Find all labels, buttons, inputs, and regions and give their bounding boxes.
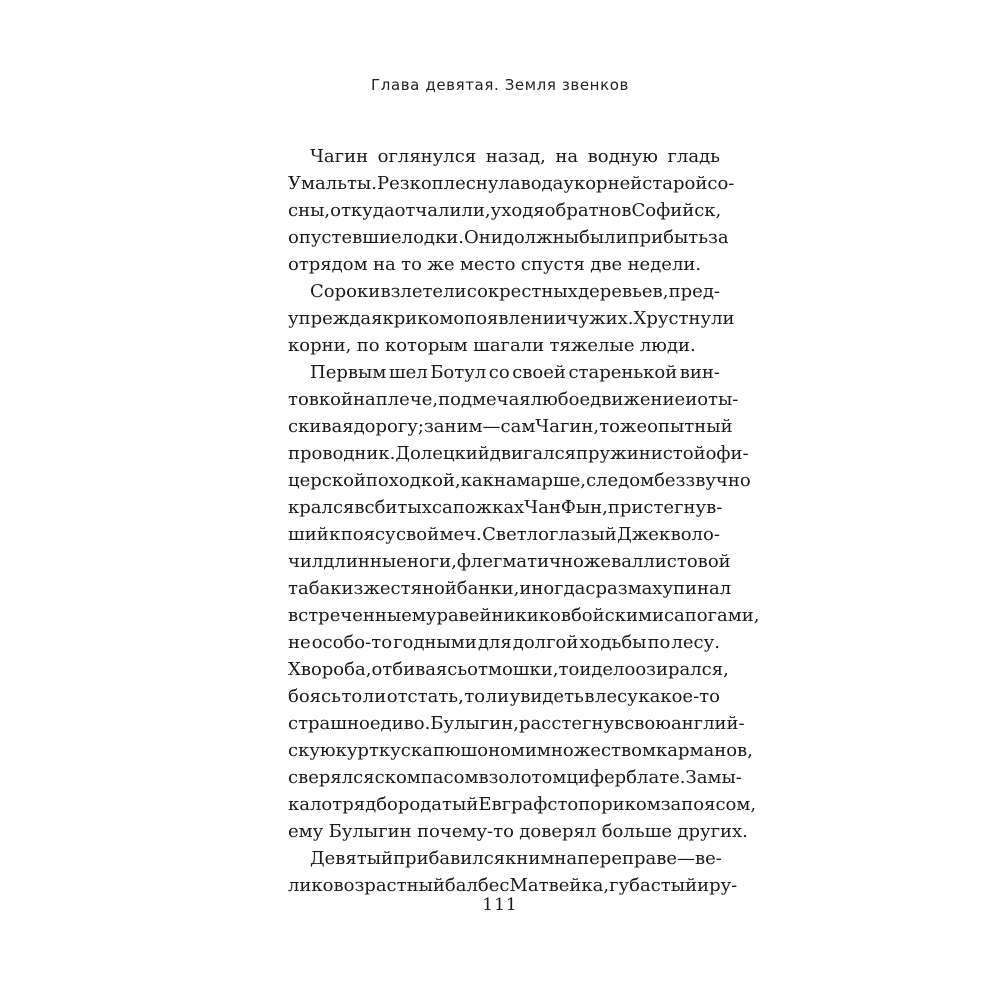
paragraph	[288, 278, 735, 359]
text-line: опустевшие лодки. Они должны были прибыть за	[288, 227, 729, 248]
text-line: ший к поясу свой меч. Светлоглазый Джек воло-	[288, 524, 720, 545]
text-line: Чагин оглянулся назад, на водную гладь	[310, 146, 720, 167]
text-line: не особо-то годными для долгой ходьбы по лесу.	[288, 632, 720, 653]
text-line: сны, откуда отчалили, уходя обратно в Софийск,	[288, 200, 722, 221]
text-line: ликовозрастный балбес Матвейка, губастый и ру-	[288, 875, 738, 896]
body-text	[288, 143, 760, 899]
text-line: страшное диво. Булыгин, расстегнув свою англий-	[288, 713, 745, 734]
text-line: встреченные муравейники ковбойскими сапогами,	[288, 605, 760, 626]
text-line: упреждая криком о появлении чужих. Хрустнули	[288, 308, 735, 329]
paragraph	[288, 143, 735, 278]
paragraph	[288, 359, 760, 845]
text-line: крался в сбитых сапожках Чан Фын, пристегнув-	[288, 497, 723, 518]
running-head: Глава девятая. Земля звенков	[371, 76, 629, 94]
text-line: церской походкой, как на марше, следом беззвучно	[288, 470, 751, 491]
text-line: кал отряд бородатый Евграф с топориком за поясом,	[288, 794, 757, 815]
text-line: табак из жестяной банки, иногда с размаху пинал	[288, 578, 732, 599]
paragraph	[288, 845, 738, 899]
text-line: Хвороба, отбиваясь от мошки, то и дело озирался,	[288, 659, 729, 680]
text-line: ему Булыгин почему-то доверял больше других.	[288, 821, 748, 842]
text-line: сверялся с компасом в золотом циферблате. Замы-	[288, 767, 742, 788]
text-line: проводник. Долецкий двигался пружинистой офи-	[288, 443, 749, 464]
text-line: корни, по которым шагали тяжелые люди.	[288, 335, 696, 356]
page-number: 111	[482, 895, 518, 915]
text-line: Умальты. Резко плеснула вода у корней старой со-	[288, 173, 735, 194]
text-line: товкой на плече, подмечая любое движение и оты-	[288, 389, 739, 410]
text-line: боясь то ли отстать, то ли увидеть в лесу какое-то	[288, 686, 720, 707]
text-line: чил длинные ноги, флегматично жевал листовой	[288, 551, 731, 572]
text-line: Сороки взлетели с окрестных деревьев, пред-	[310, 281, 720, 302]
text-line: Первым шел Ботул со своей старенькой вин-	[310, 362, 720, 383]
text-line: скивая дорогу; за ним — сам Чагин, тоже опытный	[288, 416, 733, 437]
text-line: отрядом на то же место спустя две недели.	[288, 254, 702, 275]
text-line: Девятый прибавился к ним на переправе — ве-	[310, 848, 722, 869]
text-line: скую куртку с капюшоном и множеством карманов,	[288, 740, 753, 761]
